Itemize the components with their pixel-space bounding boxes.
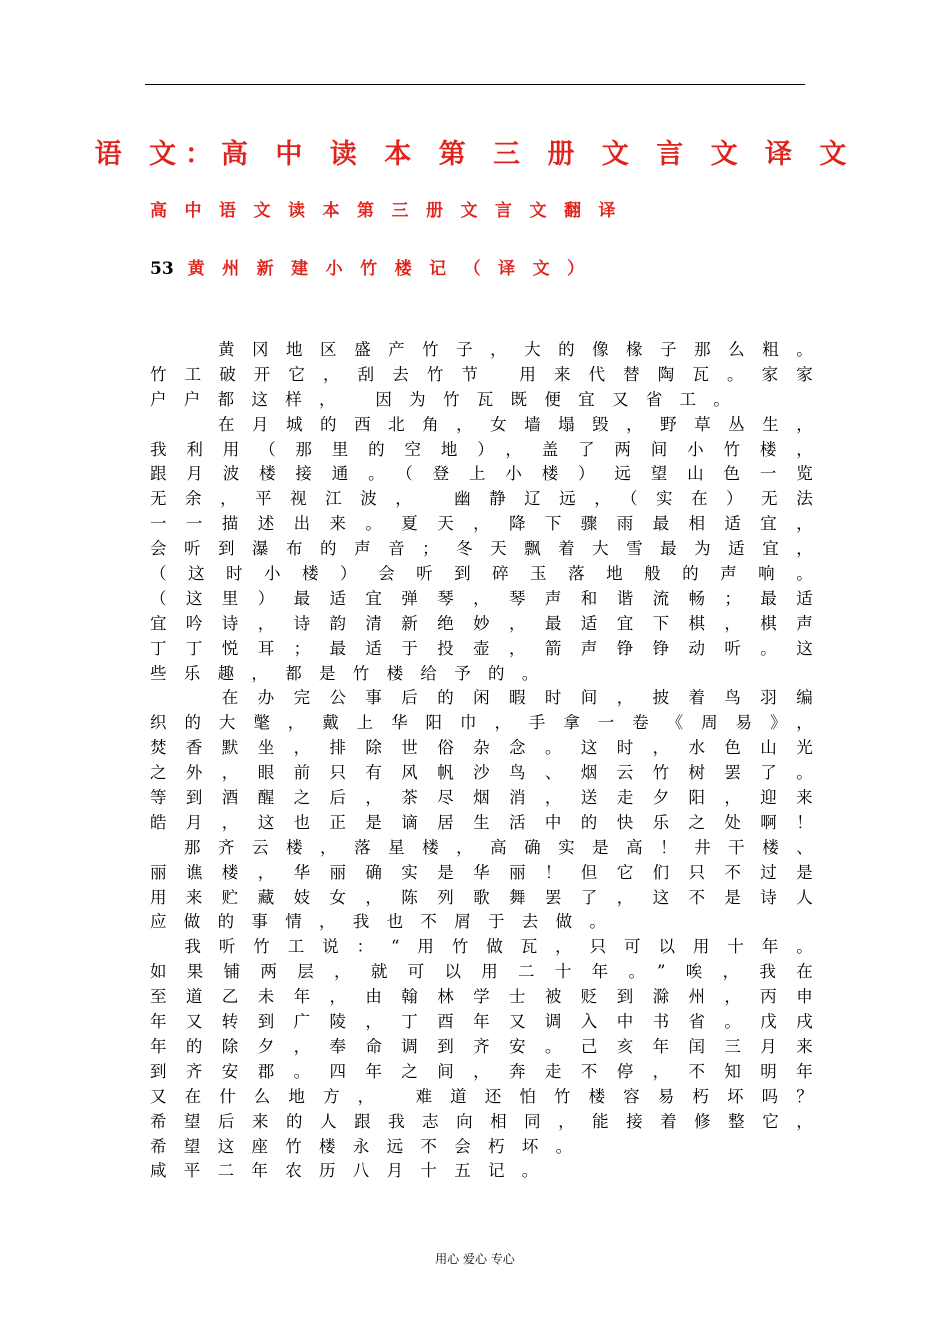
text-line: 些乐趣，都是竹楼给予的。 — [150, 663, 556, 683]
text-line: 户户都这样， 因为竹瓦既便宜又省工。 — [150, 389, 748, 409]
text-line: 希望后来的人跟我志向相同，能接着修整它， — [150, 1111, 830, 1131]
text-line: 丁丁悦耳；最适于投壶，箭声铮铮动听。这 — [150, 638, 830, 658]
text-line: 会听到瀑布的声音；冬天飘着大雪最为适宜， — [150, 539, 830, 559]
text-line: 无余，平视江波， 幽静辽远，（实在）无法 — [150, 489, 830, 509]
text-line: 我听竹工说：“用竹做瓦，只可以用十年。 — [150, 937, 830, 957]
text-line: 跟月波楼接通。（登上小楼）远望山色一览 — [150, 464, 830, 484]
text-line: 宜吟诗，诗韵清新绝妙，最适宜下棋，棋声 — [150, 613, 830, 633]
text-line: 在办完公事后的闲暇时间，披着鸟羽编 — [150, 688, 830, 708]
text-line: 咸平二年农历八月十五记。 — [150, 1161, 556, 1181]
text-line: （这时小楼）会听到碎玉落地般的声响。 — [150, 564, 830, 584]
document-body — [150, 338, 830, 1184]
text-line: 年的除夕，奉命调到齐安。己亥年闰三月来 — [150, 1036, 830, 1056]
text-line: 等到酒醒之后，茶尽烟消，送走夕阳，迎来 — [150, 788, 830, 808]
text-line: 一一描述出来。夏天，降下骤雨最相适宜， — [150, 514, 830, 534]
text-line: 又在什么地方， 难道还怕竹楼容易朽坏吗？ — [150, 1086, 830, 1106]
text-line: 那齐云楼，落星楼，高确实是高！井干楼、 — [150, 837, 830, 857]
text-line: 织的大氅，戴上华阳巾，手拿一卷《周易》， — [150, 713, 830, 733]
subtitle: 高中语文读本第三册文言文翻译 — [150, 201, 633, 221]
section-title: 黄州新建小竹楼记（译文） — [187, 259, 602, 279]
text-line: 我利用（那里的空地），盖了两间小竹楼， — [150, 439, 830, 459]
text-line: 到齐安郡。四年之间，奔走不停，不知明年 — [150, 1061, 830, 1081]
text-line: 希望这座竹楼永远不会朽坏。 — [150, 1136, 590, 1156]
page-title: 语 文：高 中 读 本 第 三 册 文 言 文 译 文 — [94, 139, 856, 170]
text-line: 至道乙未年，由翰林学士被贬到滁州，丙申 — [150, 987, 830, 1007]
page-footer: 用心 爱心 专心 — [435, 1252, 515, 1266]
text-line: 皓月，这也正是谪居生活中的快乐之处啊！ — [150, 812, 830, 832]
text-line: 丽谯楼，华丽确实是华丽！但它们只不过是 — [150, 862, 830, 882]
header-rule — [145, 84, 805, 85]
text-line: 竹工破开它，刮去竹节 用来代替陶瓦。家家 — [150, 364, 830, 384]
text-line: 焚香默坐，排除世俗杂念。这时，水色山光 — [150, 738, 830, 758]
text-line: （这里）最适宜弹琴，琴声和谐流畅；最适 — [150, 588, 830, 608]
text-line: 年又转到广陵，丁酉年又调入中书省。戊戌 — [150, 1012, 830, 1032]
text-line: 应做的事情，我也不屑于去做。 — [150, 912, 624, 932]
text-line: 之外，眼前只有风帆沙鸟、烟云竹树罢了。 — [150, 763, 830, 783]
text-line: 用来贮藏妓女，陈列歌舞罢了，这不是诗人 — [150, 887, 830, 907]
text-line: 黄冈地区盛产竹子，大的像椽子那么粗。 — [150, 340, 830, 359]
section-number: 53 — [150, 259, 174, 279]
section-heading — [150, 254, 602, 279]
text-line: 如果铺两层，就可以用二十年。”唉，我在 — [150, 962, 830, 982]
text-line: 在月城的西北角，女墙塌毁，野草丛生， — [150, 414, 830, 434]
